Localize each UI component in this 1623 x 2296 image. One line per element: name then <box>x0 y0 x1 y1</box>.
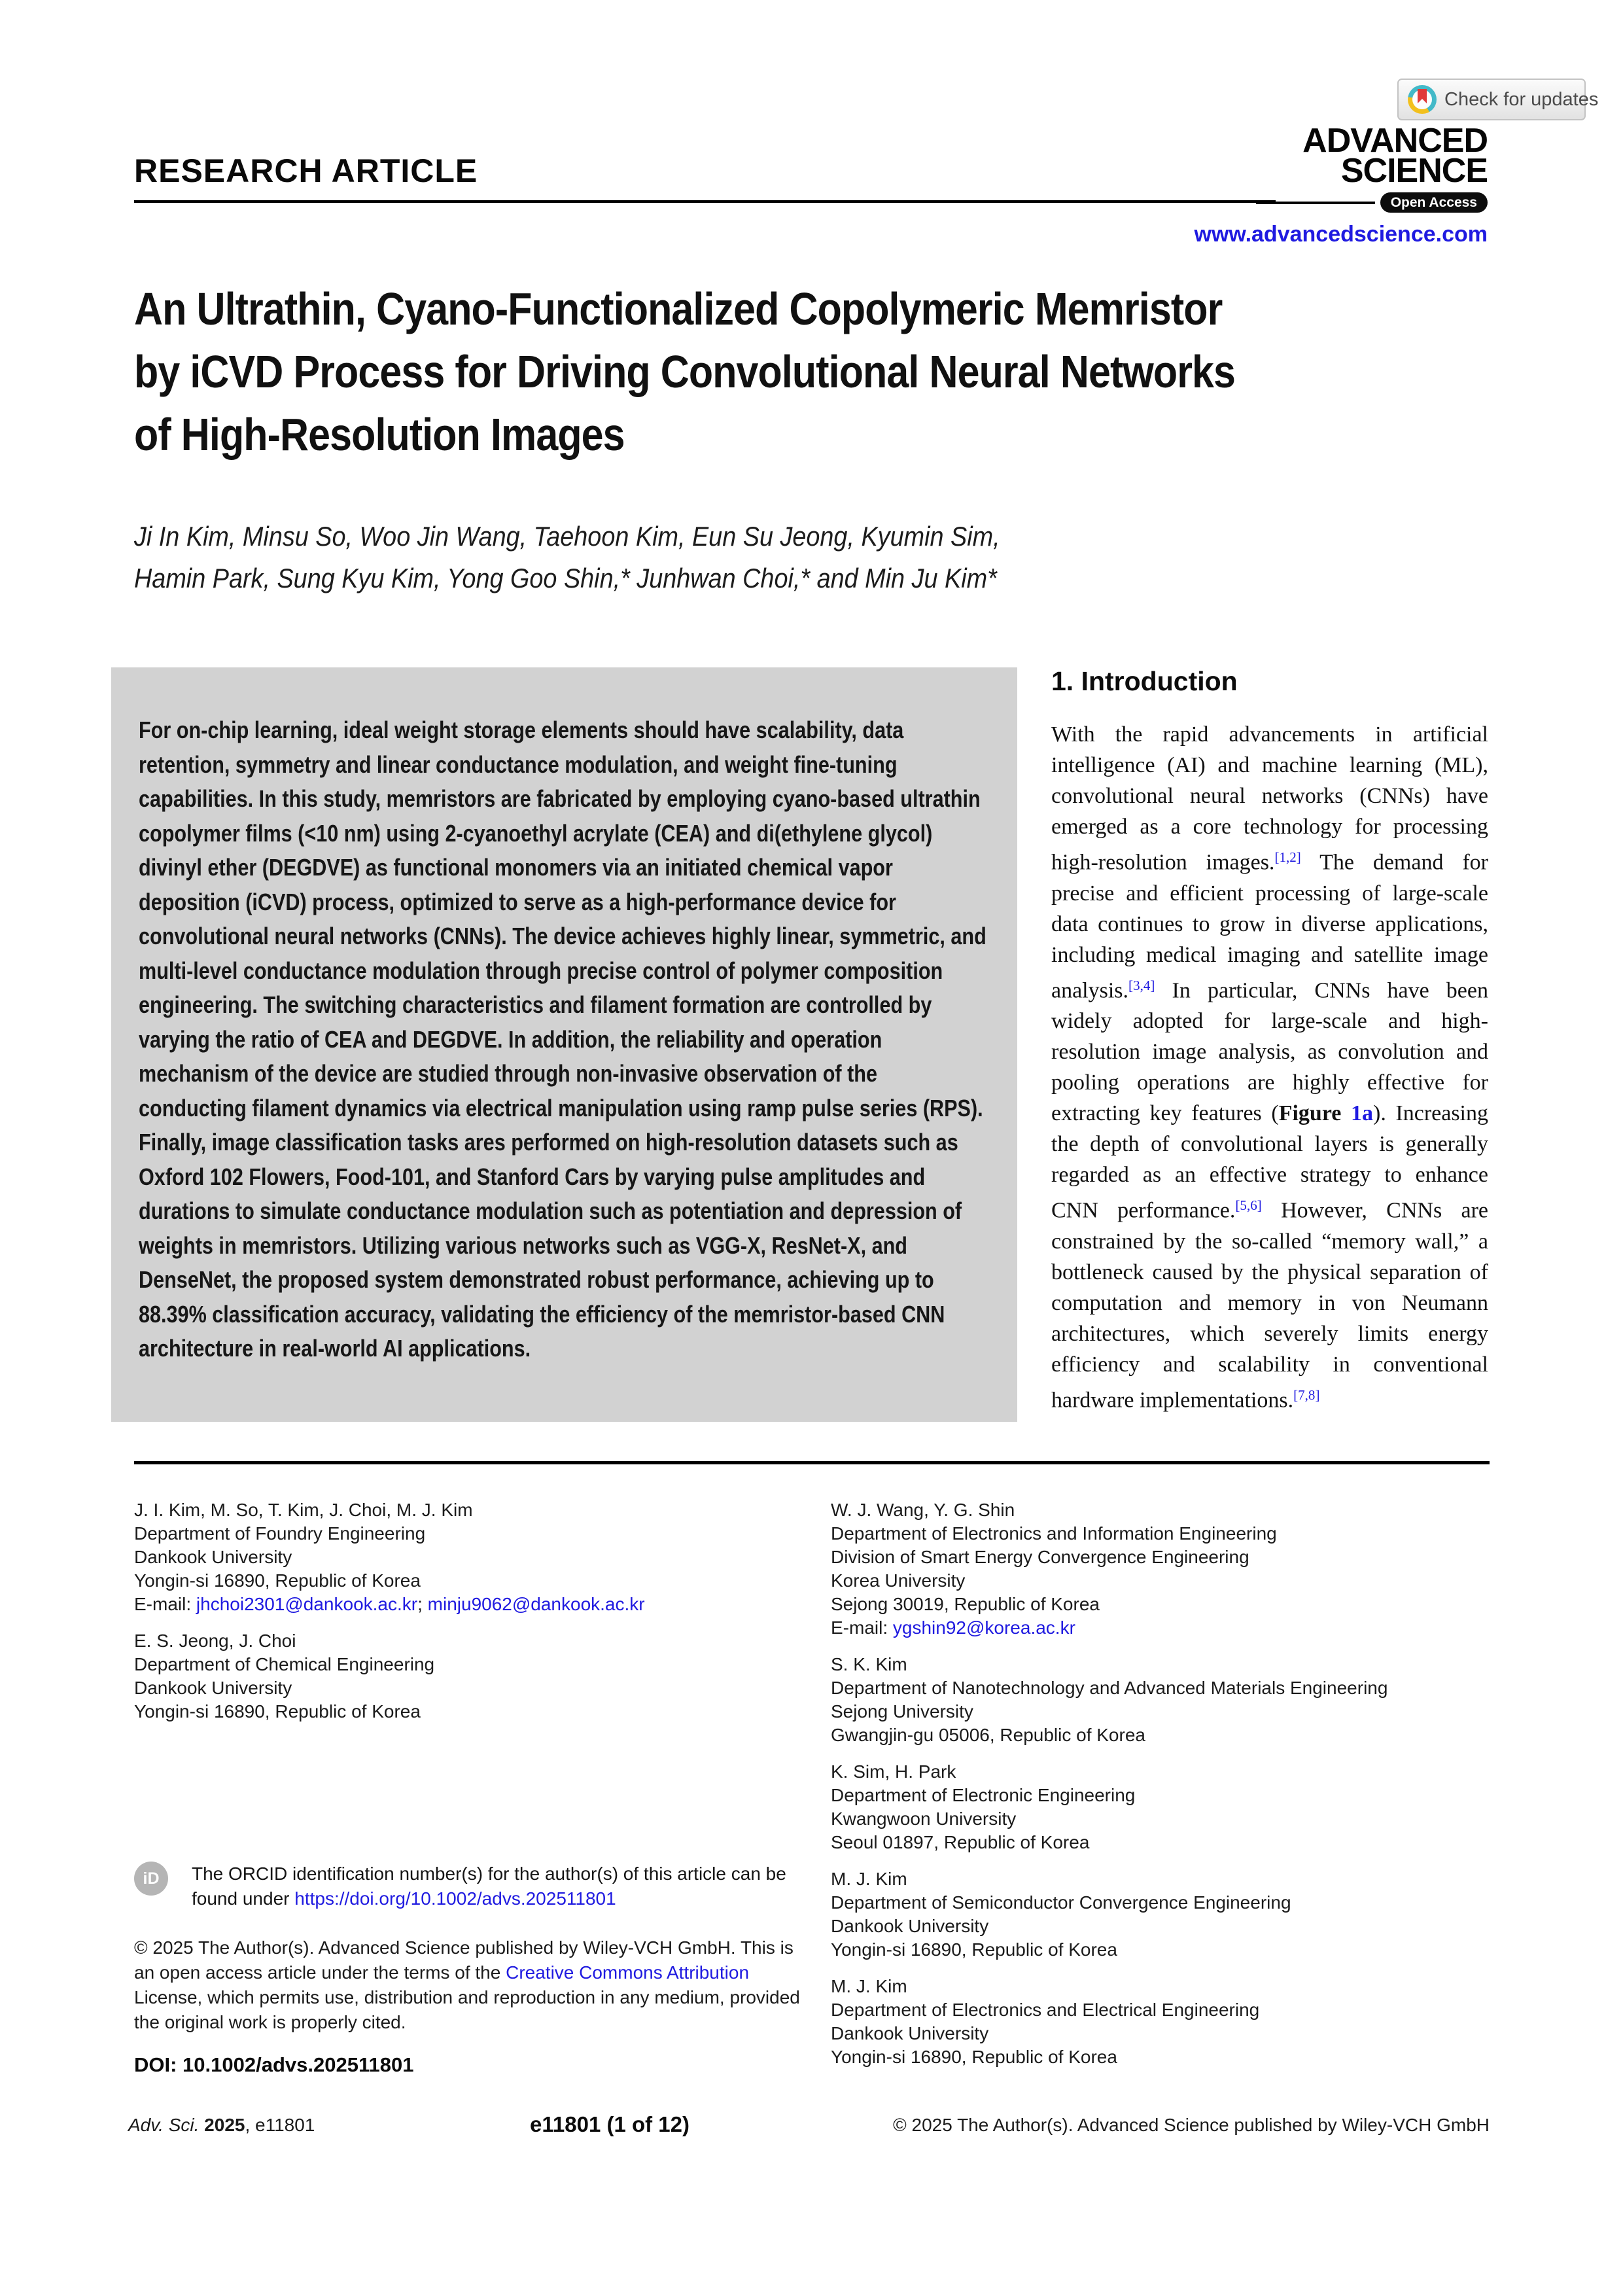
affiliation-department: Department of Electronics and Information Engineering <box>831 1523 1277 1544</box>
affiliation-address: Sejong 30019, Republic of Korea <box>831 1594 1100 1614</box>
affiliation-department: Department of Electronics and Electrical Engineering <box>831 2000 1260 2020</box>
email-link[interactable]: minju9062@dankook.ac.kr <box>427 1594 645 1614</box>
affiliation-authors: S. K. Kim <box>831 1654 907 1674</box>
affiliation-group <box>134 1629 808 1723</box>
journal-website-link[interactable]: www.advancedscience.com <box>1194 222 1488 247</box>
citation-ref-link[interactable]: [1,2] <box>1274 849 1301 865</box>
footer-citation <box>128 2115 315 2136</box>
orcid-text-before: The ORCID identification number(s) for the author(s) of this article can be found under <box>192 1863 786 1909</box>
affiliation-university: Korea University <box>831 1570 966 1591</box>
affiliation-university: Dankook University <box>831 2023 989 2043</box>
affiliation-university: Dankook University <box>831 1916 989 1936</box>
abstract-box <box>111 667 1017 1422</box>
affiliation-address: Gwangjin-gu 05006, Republic of Korea <box>831 1725 1145 1745</box>
citation-ref-link[interactable]: [3,4] <box>1128 977 1155 993</box>
abstract-text: For on-chip learning, ideal weight storage elements should have scalability, data retention, symmetry and linear conductance modulation, and weight fine-tuning capabilities. In this study, memristors are fabricated by employing cyano-based ultrathin copolymer films (<10 nm) using 2-cyanoethyl acrylate (CEA) and di(ethylene glycol) divinyl ether (DEGDVE) as functional monomers via an initiated chemical vapor deposition (iCVD) process, optimized to serve as a high-performance device for convolutional neural networks (CNNs). The device achieves highly linear, symmetric, and multi-level conductance modulation through precise control of polymer composition engineering. The switching characteristics and filament formation are controlled by varying the ratio of CEA and DEGDVE. In addition, the reliability and operation mechanism of the device are studied through non-invasive observation of the conducting filament dynamics via electrical manipulation using ramp pulse series (RPS). Finally, image classification tasks ares performed on high-resolution datasets such as Oxford 102 Flowers, Food-101, and Stanford Cars by varying pulse amplitudes and durations to simulate conductance modulation such as potentiation and depression of weights in memristors. Utilizing various networks such as VGG-X, ResNet-X, and DenseNet, the proposed system demonstrated robust performance, achieving up to 88.39% classification accuracy, validating the efficiency of the memristor-based CNN architecture in real-world AI applications. <box>139 716 986 1362</box>
affiliation-university: Kwangwoon University <box>831 1809 1017 1829</box>
affiliation-group <box>831 1653 1492 1747</box>
open-access-row <box>1195 192 1488 213</box>
email-link[interactable]: ygshin92@korea.ac.kr <box>892 1617 1075 1638</box>
figure-word: Figure <box>1278 1101 1342 1126</box>
footer-article-id: , e11801 <box>245 2115 315 2135</box>
affiliation-group <box>134 1498 808 1616</box>
affiliation-authors: M. J. Kim <box>831 1869 907 1889</box>
article-type-label: RESEARCH ARTICLE <box>134 152 478 189</box>
affiliation-authors: M. J. Kim <box>831 1976 907 1996</box>
header-divider <box>134 200 1276 203</box>
journal-logo-line2: SCIENCE <box>1340 152 1488 190</box>
orcid-text <box>192 1862 820 1911</box>
section-heading-introduction: 1. Introduction <box>1051 666 1238 696</box>
orcid-doi-link[interactable]: https://doi.org/10.1002/advs.202511801 <box>294 1888 616 1909</box>
affiliation-address: Yongin-si 16890, Republic of Korea <box>134 1570 421 1591</box>
author-line: Hamin Park, Sung Kyu Kim, Yong Goo Shin,* Junhwan Choi,* and Min Ju Kim* <box>134 563 997 593</box>
affiliation-university: Dankook University <box>134 1547 292 1567</box>
affiliation-department: Department of Semiconductor Convergence Engineering <box>831 1892 1291 1913</box>
affiliation-address: Seoul 01897, Republic of Korea <box>831 1832 1090 1852</box>
author-list <box>134 516 1096 599</box>
article-title <box>134 277 1400 466</box>
affiliation-address: Yongin-si 16890, Republic of Korea <box>831 1939 1117 1960</box>
email-prefix: E-mail: <box>831 1617 893 1638</box>
orcid-icon: iD <box>134 1862 168 1896</box>
email-separator: ; <box>417 1594 428 1614</box>
footer-copyright: © 2025 The Author(s). Advanced Science published by Wiley-VCH GmbH <box>893 2115 1490 2135</box>
affiliation-university: Sejong University <box>831 1701 973 1722</box>
orcid-note <box>134 1862 828 1911</box>
affiliation-department: Department of Foundry Engineering <box>134 1523 426 1544</box>
copyright-text-after: License, which permits use, distribution and reproduction in any medium, provided the original work is properly cited. <box>134 1987 800 2032</box>
logo-divider-line <box>1256 202 1375 204</box>
affiliation-department: Department of Nanotechnology and Advanced Materials Engineering <box>831 1678 1388 1698</box>
footer-journal-name: Adv. Sci. <box>128 2115 200 2135</box>
affiliations-right-column <box>831 1498 1492 2082</box>
affiliation-email-line <box>831 1616 1492 1640</box>
journal-logo-line1: ADVANCED <box>1302 122 1488 160</box>
citation-ref-link[interactable]: [7,8] <box>1293 1386 1320 1403</box>
creative-commons-link[interactable]: Creative Commons Attribution <box>506 1962 750 1983</box>
article-title-line: An Ultrathin, Cyano-Functionalized Copolymeric Memristor <box>134 283 1223 334</box>
affiliation-email-line <box>134 1593 808 1616</box>
affiliation-division: Division of Smart Energy Convergence Engineering <box>831 1547 1249 1567</box>
affiliation-authors: W. J. Wang, Y. G. Shin <box>831 1500 1015 1520</box>
affiliation-group <box>831 1498 1492 1640</box>
check-for-updates-label: Check for updates <box>1444 88 1599 110</box>
affiliation-address: Yongin-si 16890, Republic of Korea <box>134 1701 421 1722</box>
introduction-column <box>1051 666 1488 1415</box>
footer-year: 2025 <box>199 2115 245 2135</box>
footer-page-number: e11801 (1 of 12) <box>530 2112 689 2136</box>
introduction-paragraph <box>1051 719 1488 1415</box>
email-prefix: E-mail: <box>134 1594 196 1614</box>
article-title-line: by iCVD Process for Driving Convolutional Neural Networks <box>134 346 1236 397</box>
intro-text-segment: In particular, CNNs have been widely adopted for large-scale and high-resolution image analysis, as convolution and pooling operations are highly effective for extracting key features ( <box>1051 978 1488 1126</box>
figure-1a-link[interactable]: 1a <box>1341 1101 1373 1126</box>
affiliation-group <box>831 1975 1492 2069</box>
affiliation-authors: J. I. Kim, M. So, T. Kim, J. Choi, M. J. Kim <box>134 1500 473 1520</box>
crossmark-icon <box>1408 85 1437 114</box>
citation-ref-link[interactable]: [5,6] <box>1235 1197 1262 1214</box>
article-title-line: of High-Resolution Images <box>134 409 625 460</box>
affiliation-address: Yongin-si 16890, Republic of Korea <box>831 2047 1117 2067</box>
open-access-badge: Open Access <box>1380 192 1488 213</box>
intro-text-segment: With the rapid advancements in artificial intelligence (AI) and machine learning (ML), convolutional neural networks (CNNs) have emerged as a core technology for processing high-resolution images. <box>1051 722 1488 875</box>
footnote-divider <box>134 1461 1490 1464</box>
doi-line: DOI: 10.1002/advs.202511801 <box>134 2053 414 2076</box>
intro-text-segment: The demand for precise and efficient processing of large-scale data continues to grow in diverse applications, including medical imaging and satellite image analysis. <box>1051 850 1488 1003</box>
journal-logo <box>1194 122 1488 247</box>
affiliations-left-column <box>134 1498 808 1737</box>
email-link[interactable]: jhchoi2301@dankook.ac.kr <box>196 1594 418 1614</box>
author-line: Ji In Kim, Minsu So, Woo Jin Wang, Taehoon Kim, Eun Su Jeong, Kyumin Sim, <box>134 521 1000 552</box>
affiliation-authors: K. Sim, H. Park <box>831 1761 956 1782</box>
copyright-note <box>134 1935 814 2035</box>
affiliation-university: Dankook University <box>134 1678 292 1698</box>
affiliation-department: Department of Chemical Engineering <box>134 1654 435 1674</box>
check-for-updates-button[interactable] <box>1397 79 1599 120</box>
intro-text-segment: ). Increasing the depth of convolutional layers is generally regarded as an effective strategy to enhance CNN performance. <box>1051 1101 1489 1223</box>
intro-text-segment: However, CNNs are constrained by the so-called “memory wall,” a bottleneck caused by the physical separation of computation and memory in von Neumann architectures, which severely limits energy efficiency and scalability in conventional hardware implementations. <box>1051 1198 1489 1413</box>
copyright-text-before: © 2025 The Author(s). Advanced Science published by Wiley-VCH GmbH. This is an open access article under the terms of the <box>134 1937 794 1983</box>
affiliation-authors: E. S. Jeong, J. Choi <box>134 1631 296 1651</box>
affiliation-department: Department of Electronic Engineering <box>831 1785 1136 1805</box>
affiliation-group <box>831 1760 1492 1854</box>
affiliation-group <box>831 1867 1492 1962</box>
